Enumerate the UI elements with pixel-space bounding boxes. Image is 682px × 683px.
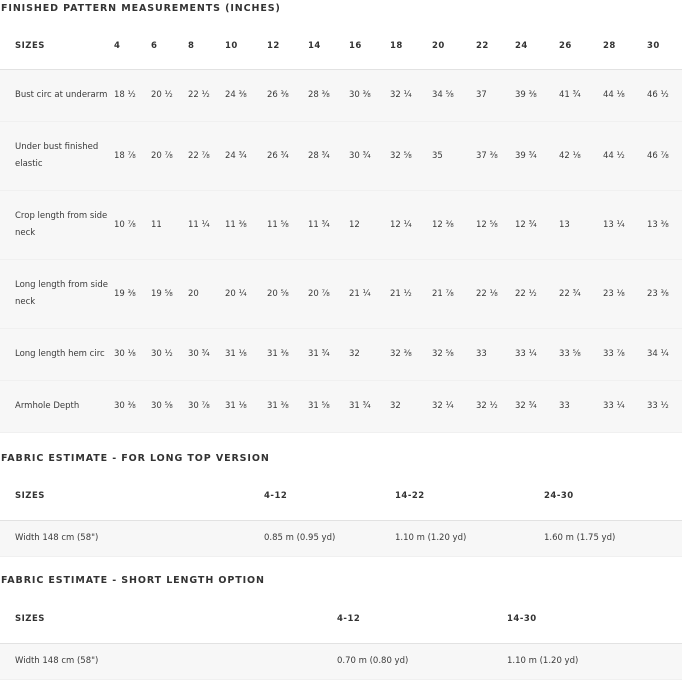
table-row	[0, 380, 682, 432]
value-cell: 24 ⅜	[225, 70, 267, 121]
table-row	[0, 328, 682, 380]
value-cell: 11	[151, 190, 188, 259]
value-cell: 32	[390, 380, 432, 432]
value-cell: 30 ¾	[349, 121, 390, 190]
table-row	[0, 70, 682, 121]
row-label: Under bust finished elastic	[0, 121, 114, 190]
value-cell: 12 ⅜	[432, 190, 476, 259]
value-cell: 31 ⅜	[267, 328, 308, 380]
value-cell: 22 ⅞	[188, 121, 225, 190]
divider	[0, 643, 682, 644]
table-row	[0, 259, 682, 328]
value-cell: 20 ½	[151, 70, 188, 121]
value-cell: 31 ⅝	[308, 380, 349, 432]
value-cell: 30 ⅜	[349, 70, 390, 121]
header-cell: 18	[390, 41, 403, 51]
divider	[0, 69, 682, 70]
header-cell: 6	[151, 41, 158, 51]
value-cell: 30 ½	[151, 328, 188, 380]
value-cell: 1.10 m (1.20 yd)	[507, 643, 682, 679]
measurements-title: FINISHED PATTERN MEASUREMENTS (INCHES)	[1, 3, 281, 14]
value-cell: 1.10 m (1.20 yd)	[395, 520, 544, 556]
value-cell: 22 ½	[188, 70, 225, 121]
value-cell: 18 ⅞	[114, 121, 151, 190]
value-cell: 34 ¼	[647, 328, 682, 380]
value-cell: 32 ¼	[390, 70, 432, 121]
header-cell: 14	[308, 41, 321, 51]
row-label: Long length from side neck	[0, 259, 114, 328]
value-cell: 30 ⅜	[114, 380, 151, 432]
value-cell: 28 ¾	[308, 121, 349, 190]
value-cell: 20 ⅞	[308, 259, 349, 328]
value-cell: 30 ⅞	[188, 380, 225, 432]
value-cell: 32 ½	[476, 380, 515, 432]
value-cell: 22 ¾	[559, 259, 603, 328]
header-cell: 14-30	[507, 614, 537, 624]
value-cell: 32	[349, 328, 390, 380]
value-cell: 22 ½	[515, 259, 559, 328]
value-cell: 26 ¾	[267, 121, 308, 190]
value-cell: 13 ⅜	[647, 190, 682, 259]
fabric-long-table	[0, 472, 682, 557]
value-cell: 18 ½	[114, 70, 151, 121]
value-cell: 23 ⅜	[647, 259, 682, 328]
value-cell: 10 ⅞	[114, 190, 151, 259]
value-cell: 11 ⅝	[267, 190, 308, 259]
value-cell: 19 ⅜	[114, 259, 151, 328]
value-cell: 13 ¼	[603, 190, 647, 259]
value-cell: 34 ⅝	[432, 70, 476, 121]
value-cell: 11 ¼	[188, 190, 225, 259]
fabric-short-header-row	[0, 595, 682, 643]
header-cell: 12	[267, 41, 280, 51]
divider	[0, 520, 682, 521]
fabric-short-title: FABRIC ESTIMATE - SHORT LENGTH OPTION	[1, 575, 265, 586]
value-cell: 12 ¼	[390, 190, 432, 259]
value-cell: 33 ⅝	[559, 328, 603, 380]
header-cell: 22	[476, 41, 489, 51]
value-cell: 46 ½	[647, 70, 682, 121]
value-cell: 30 ⅛	[114, 328, 151, 380]
value-cell: 37 ⅜	[476, 121, 515, 190]
fabric-long-header-row	[0, 472, 682, 520]
value-cell: 32 ¾	[515, 380, 559, 432]
fabric-long-title: FABRIC ESTIMATE - FOR LONG TOP VERSION	[1, 453, 270, 464]
value-cell: 31 ⅜	[267, 380, 308, 432]
value-cell: 12 ⅝	[476, 190, 515, 259]
header-cell: 30	[647, 41, 660, 51]
value-cell: 46 ⅞	[647, 121, 682, 190]
value-cell: 13	[559, 190, 603, 259]
value-cell: 20 ⅝	[267, 259, 308, 328]
header-cell: 8	[188, 41, 195, 51]
row-label: Bust circ at underarm	[0, 70, 114, 121]
header-cell: SIZES	[15, 614, 45, 624]
value-cell: 22 ⅛	[476, 259, 515, 328]
row-label: Crop length from side neck	[0, 190, 114, 259]
value-cell: 33 ¼	[515, 328, 559, 380]
value-cell: 33	[559, 380, 603, 432]
value-cell: 32 ⅜	[390, 328, 432, 380]
value-cell: 30 ¾	[188, 328, 225, 380]
value-cell: 44 ⅛	[603, 70, 647, 121]
table-row	[0, 520, 682, 556]
value-cell: 35	[432, 121, 476, 190]
row-label: Long length hem circ	[0, 328, 114, 380]
value-cell: 33 ¼	[603, 380, 647, 432]
value-cell: 21 ¼	[349, 259, 390, 328]
header-cell: 4	[114, 41, 121, 51]
header-cell: 10	[225, 41, 238, 51]
value-cell: 21 ½	[390, 259, 432, 328]
value-cell: 21 ⅞	[432, 259, 476, 328]
header-cell: SIZES	[15, 41, 45, 51]
value-cell: 11 ¾	[308, 190, 349, 259]
value-cell: 33 ½	[647, 380, 682, 432]
measurements-table	[0, 22, 682, 433]
value-cell: 31 ⅛	[225, 328, 267, 380]
value-cell: 1.60 m (1.75 yd)	[544, 520, 682, 556]
row-label: Width 148 cm (58")	[0, 643, 337, 679]
value-cell: 20 ⅞	[151, 121, 188, 190]
value-cell: 39 ⅜	[515, 70, 559, 121]
value-cell: 26 ⅜	[267, 70, 308, 121]
measurements-header-row	[0, 22, 682, 70]
header-cell: 16	[349, 41, 362, 51]
value-cell: 31 ¾	[349, 380, 390, 432]
table-row	[0, 643, 682, 679]
header-cell: 4-12	[337, 614, 361, 624]
value-cell: 44 ½	[603, 121, 647, 190]
table-row	[0, 121, 682, 190]
row-label: Armhole Depth	[0, 380, 114, 432]
table-row	[0, 190, 682, 259]
value-cell: 28 ⅜	[308, 70, 349, 121]
value-cell: 11 ⅜	[225, 190, 267, 259]
value-cell: 31 ⅛	[225, 380, 267, 432]
value-cell: 32 ⅝	[390, 121, 432, 190]
value-cell: 30 ⅝	[151, 380, 188, 432]
value-cell: 0.70 m (0.80 yd)	[337, 643, 507, 679]
header-cell: 28	[603, 41, 616, 51]
value-cell: 12 ¾	[515, 190, 559, 259]
header-cell: 4-12	[264, 491, 288, 501]
value-cell: 32 ⅝	[432, 328, 476, 380]
fabric-short-table	[0, 595, 682, 680]
value-cell: 33	[476, 328, 515, 380]
value-cell: 32 ¼	[432, 380, 476, 432]
value-cell: 20 ¼	[225, 259, 267, 328]
value-cell: 33 ⅞	[603, 328, 647, 380]
value-cell: 37	[476, 70, 515, 121]
value-cell: 24 ¾	[225, 121, 267, 190]
value-cell: 31 ¾	[308, 328, 349, 380]
value-cell: 19 ⅝	[151, 259, 188, 328]
value-cell: 42 ⅛	[559, 121, 603, 190]
value-cell: 12	[349, 190, 390, 259]
value-cell: 39 ¾	[515, 121, 559, 190]
header-cell: SIZES	[15, 491, 45, 501]
value-cell: 23 ⅛	[603, 259, 647, 328]
header-cell: 24	[515, 41, 528, 51]
header-cell: 20	[432, 41, 445, 51]
header-cell: 14-22	[395, 491, 425, 501]
value-cell: 0.85 m (0.95 yd)	[264, 520, 395, 556]
value-cell: 20	[188, 259, 225, 328]
value-cell: 41 ¾	[559, 70, 603, 121]
row-label: Width 148 cm (58")	[0, 520, 264, 556]
header-cell: 24-30	[544, 491, 574, 501]
header-cell: 26	[559, 41, 572, 51]
